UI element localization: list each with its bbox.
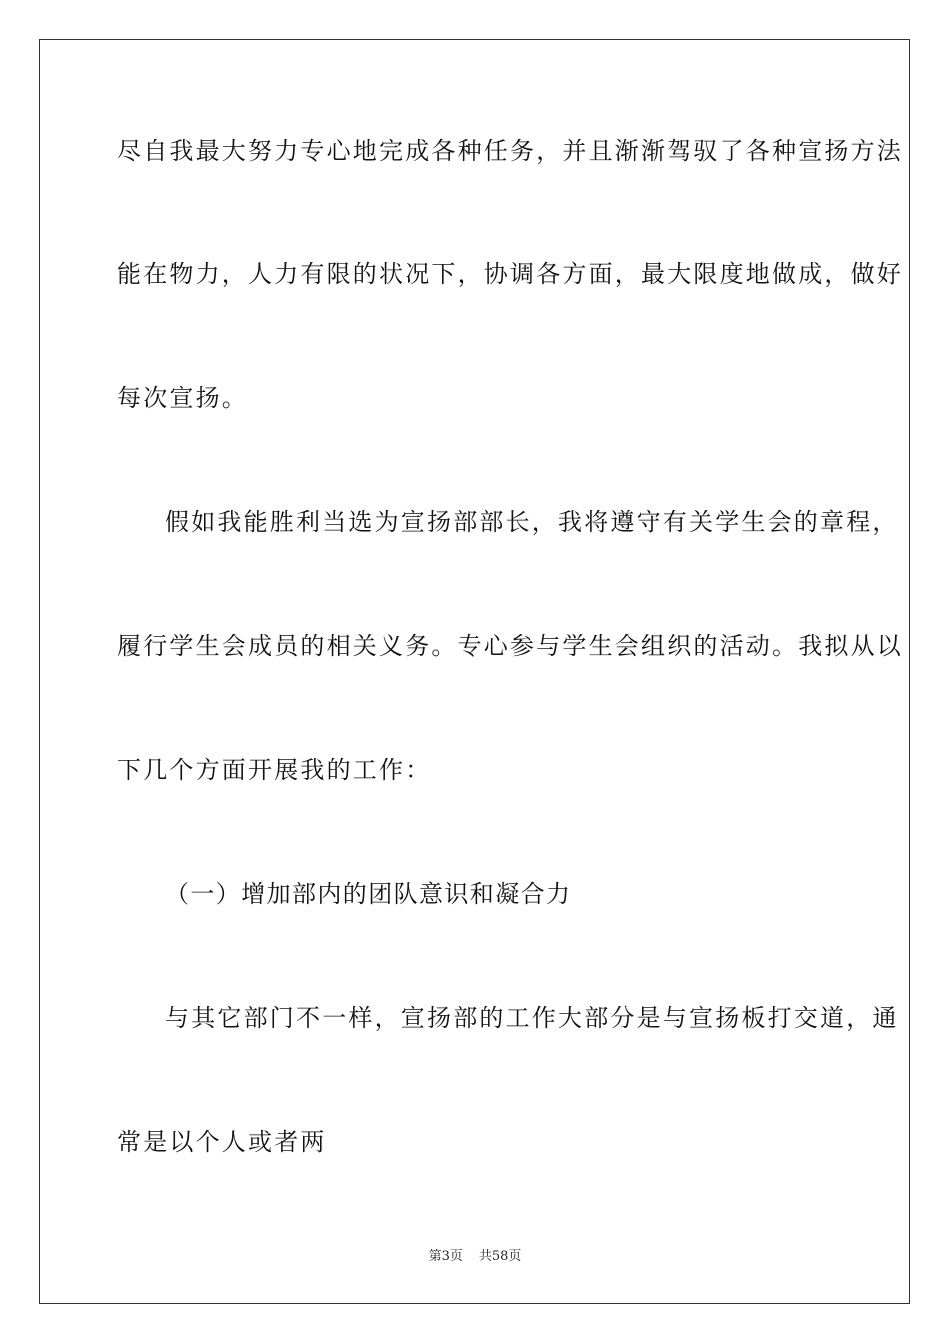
page-border	[39, 39, 910, 1304]
body-line-8: 与其它部门不一样，宣扬部的工作大部分是与宣扬板打交道，通	[165, 1004, 899, 1032]
body-line-6: 下几个方面开展我的工作：	[117, 756, 432, 784]
page-total: 共58页	[478, 1249, 522, 1264]
section-heading: （一）增加部内的团队意识和凝合力	[165, 880, 572, 908]
body-line-3: 每次宣扬。	[117, 384, 248, 412]
body-line-9: 常是以个人或者两	[117, 1128, 327, 1156]
page-number: 第3页	[428, 1249, 463, 1264]
body-line-1: 尽自我最大努力专心地完成各种任务，并且渐渐驾驭了各种宣扬方法	[117, 137, 903, 165]
body-line-5: 履行学生会成员的相关义务。专心参与学生会组织的活动。我拟从以	[117, 632, 903, 660]
body-line-4: 假如我能胜利当选为宣扬部部长，我将遵守有关学生会的章程，	[165, 508, 899, 536]
page-footer	[0, 1248, 950, 1266]
body-line-2: 能在物力，人力有限的状况下，协调各方面，最大限度地做成，做好	[117, 260, 903, 288]
